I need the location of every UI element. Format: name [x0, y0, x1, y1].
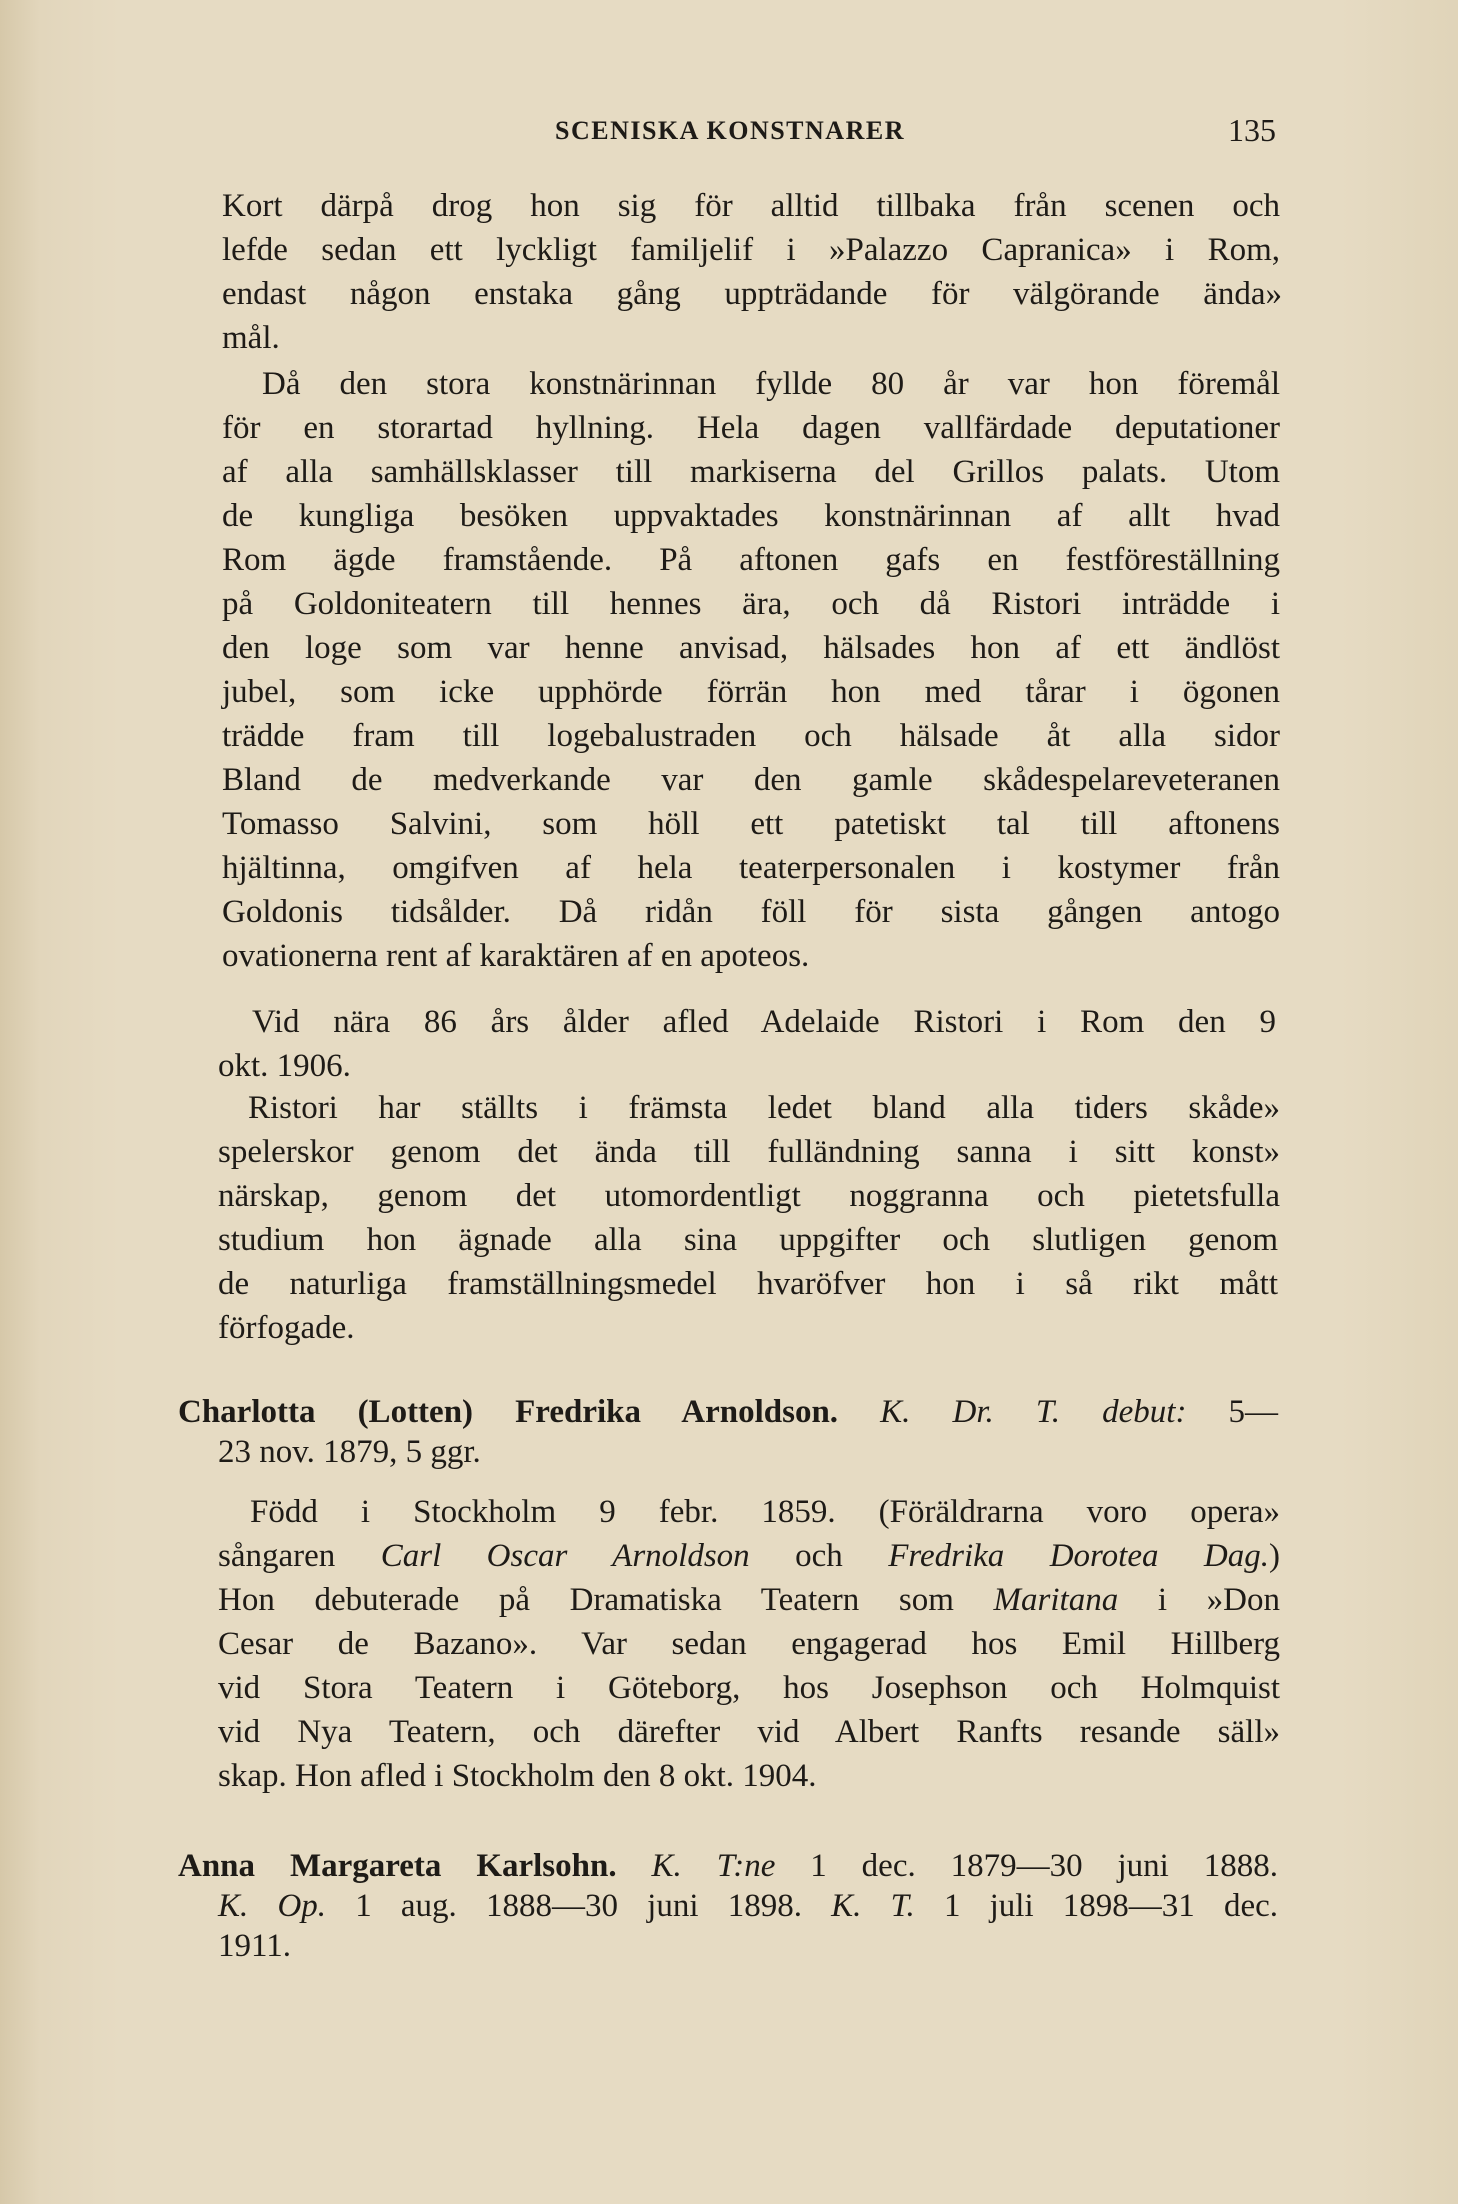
text-line: Då den stora konstnärinnan fyllde 80 år var hon föremål	[262, 366, 1280, 402]
text-line: vid Nya Teatern, och därefter vid Albert Ranfts resande säll»	[218, 1714, 1280, 1750]
text-line: endast någon enstaka gång uppträdande för välgörande ända»	[222, 276, 1282, 312]
text-fragment: Hon debuterade på Dramatiska Teatern som	[218, 1582, 954, 1618]
text-line: Cesar de Bazano». Var sedan engagerad hos Emil Hillberg	[218, 1626, 1280, 1662]
text-line: Ristori har ställts i främsta ledet bland alla tiders skåde»	[248, 1090, 1280, 1126]
entry-abbrev: T:ne	[716, 1848, 776, 1884]
text-line: trädde fram till logebalustraden och hälsade åt alla sidor	[222, 718, 1280, 754]
text-line: Vid nära 86 års ålder afled Adelaide Ristori i Rom den 9	[252, 1004, 1276, 1040]
text-line: de kungliga besöken uppvaktades konstnärinnan af allt hvad	[222, 498, 1280, 534]
text-line: Goldonis tidsålder. Då ridån föll för sista gången antogo	[222, 894, 1280, 930]
text-fragment: och	[795, 1538, 843, 1574]
entry-debut-label: debut:	[1102, 1394, 1187, 1430]
text-fragment	[888, 1538, 1280, 1574]
entry-abbrev: K.	[831, 1888, 862, 1924]
entry-abbrev: K.	[880, 1394, 911, 1430]
entry-abbrev: K.	[651, 1848, 682, 1884]
text-line: Kort därpå drog hon sig för alltid tillbaka från scenen och	[222, 188, 1280, 224]
text-line: spelerskor genom det ända till fulländning sanna i sitt konst»	[218, 1134, 1280, 1170]
text-line: de naturliga framställningsmedel hvaröfver hon i så rikt mått	[218, 1266, 1278, 1302]
text-line: Född i Stockholm 9 febr. 1859. (Föräldrarna voro opera»	[250, 1494, 1280, 1530]
entry-date: 1 dec. 1879—30 juni 1888.	[810, 1848, 1279, 1884]
text-line: Rom ägde framstående. På aftonen gafs en festföreställning	[222, 542, 1280, 578]
entry-date: 1911.	[218, 1928, 292, 1964]
entry-abbrev: T.	[890, 1888, 915, 1924]
entry-abbrev: T.	[1035, 1394, 1061, 1430]
entry-date: 1 juli 1898—31 dec.	[943, 1888, 1279, 1924]
text-line: för en storartad hyllning. Hela dagen vallfärdade deputationer	[222, 410, 1280, 446]
running-head	[0, 112, 1458, 156]
text-line: närskap, genom det utomordentligt noggranna och pietetsfulla	[218, 1178, 1280, 1214]
name-fragment: Fredrika Dorotea Dag.	[888, 1538, 1270, 1574]
entry-date: 1 aug. 1888—30 juni 1898.	[355, 1888, 802, 1924]
running-title: SCENISKA KONSTNARER	[555, 116, 905, 145]
entry-date: 23 nov. 1879, 5 ggr.	[218, 1434, 481, 1470]
text-line: den loge som var henne anvisad, hälsades hon af ett ändlöst	[222, 630, 1280, 666]
role-fragment: Maritana	[993, 1582, 1119, 1618]
text-fragment: i »Don	[1157, 1582, 1280, 1618]
entry-abbrev: Dr.	[952, 1394, 994, 1430]
text-line: skap. Hon afled i Stockholm den 8 okt. 1904.	[218, 1758, 817, 1794]
entry-date-line	[218, 1884, 1278, 1928]
text-line: studium hon ägnade alla sina uppgifter och slutligen genom	[218, 1222, 1278, 1258]
text-line: mål.	[222, 320, 280, 356]
text-line: jubel, som icke upphörde förrän hon med tårar i ögonen	[222, 674, 1280, 710]
name-fragment: Carl Oscar Arnoldson	[380, 1538, 750, 1574]
text-line: lefde sedan ett lyckligt familjelif i »Palazzo Capranica» i Rom,	[222, 232, 1280, 268]
entry-heading-line	[178, 1844, 1278, 1888]
text-fragment: )	[1269, 1538, 1281, 1574]
entry-name: Charlotta (Lotten) Fredrika Arnoldson.	[178, 1394, 839, 1430]
text-line: Bland de medverkande var den gamle skådespelareveteranen	[222, 762, 1280, 798]
entry-date: 5—	[1228, 1394, 1279, 1430]
text-line: af alla samhällsklasser till markiserna del Grillos palats. Utom	[222, 454, 1280, 490]
text-fragment: sångaren	[218, 1538, 336, 1574]
text-line	[218, 1578, 1280, 1622]
text-line: hjältinna, omgifven af hela teaterpersonalen i kostymer från	[222, 850, 1280, 886]
entry-heading-line	[178, 1390, 1278, 1434]
text-line: Tomasso Salvini, som höll ett patetiskt tal till aftonens	[222, 806, 1280, 842]
page-number: 135	[1228, 112, 1276, 148]
entry-abbrev: Op.	[277, 1888, 327, 1924]
entry-name: Anna Margareta Karlsohn.	[178, 1848, 617, 1884]
text-line: förfogade.	[218, 1310, 355, 1346]
text-line: okt. 1906.	[218, 1048, 351, 1084]
text-line: vid Stora Teatern i Göteborg, hos Josephson och Holmquist	[218, 1670, 1280, 1706]
text-line: ovationerna rent af karaktären af en apoteos.	[222, 938, 810, 974]
entry-abbrev: K.	[218, 1888, 249, 1924]
text-line: på Goldoniteatern till hennes ära, och då Ristori inträdde i	[222, 586, 1280, 622]
text-line	[218, 1534, 1280, 1578]
